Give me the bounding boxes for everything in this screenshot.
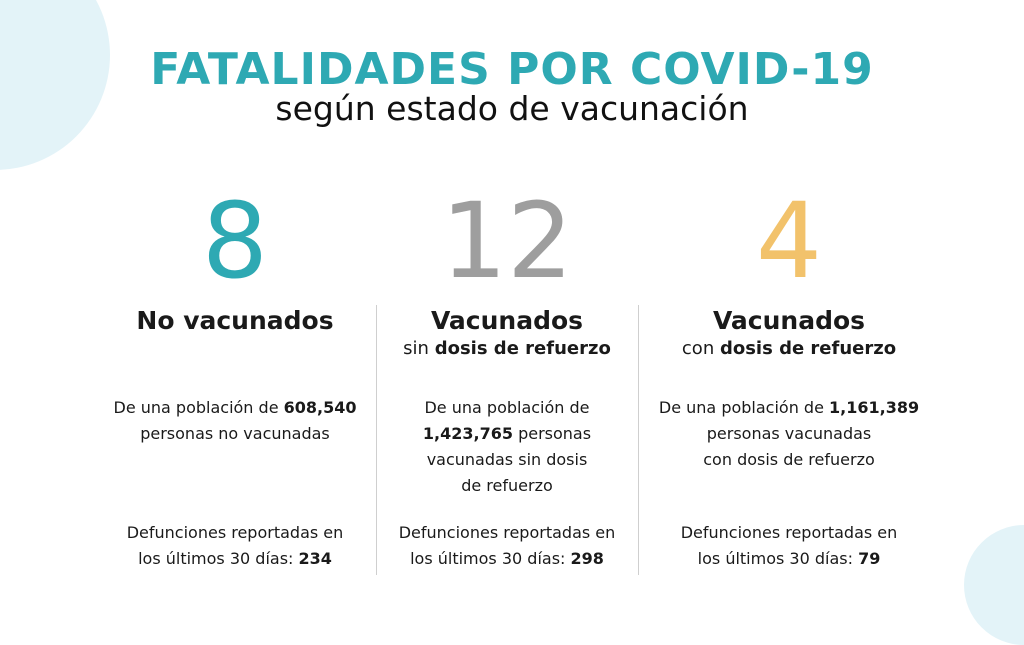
desc-suffix: personas [513, 424, 592, 443]
deaths-prefix: los últimos 30 días: [138, 549, 299, 568]
desc-line: personas vacunadas [706, 424, 872, 443]
group-unvaccinated [90, 180, 380, 337]
desc-line [90, 395, 380, 421]
deaths-prefix: los últimos 30 días: [410, 549, 571, 568]
subheading-bold: dosis de refuerzo [434, 338, 611, 359]
population-description [638, 395, 940, 473]
deaths-value: 79 [858, 549, 881, 568]
desc-line: De una población de [424, 398, 590, 417]
deaths-reported [638, 520, 940, 572]
population-value: 608,540 [283, 398, 357, 417]
desc-line: vacunadas sin dosis [426, 450, 588, 469]
deaths-line [638, 546, 940, 572]
death-count-number: 12 [440, 180, 574, 302]
subheading-bold: dosis de refuerzo [719, 338, 897, 359]
desc-line: de refuerzo [461, 476, 553, 495]
deaths-line: Defunciones reportadas en [398, 523, 616, 542]
group-heading: Vacunados [430, 306, 584, 335]
desc-prefix: De una población de [113, 398, 284, 417]
desc-prefix: De una población de [658, 398, 830, 417]
desc-line: personas no vacunadas [140, 424, 330, 443]
population-value: 1,161,389 [829, 398, 920, 417]
deaths-line: Defunciones reportadas en [680, 523, 898, 542]
group-vaccinated-no-booster [376, 180, 638, 361]
group-subheading [376, 337, 638, 361]
subheading-prefix: sin [403, 338, 435, 359]
deaths-reported [90, 520, 380, 572]
deaths-line: Defunciones reportadas en [126, 523, 344, 542]
population-description [376, 395, 638, 499]
subheading-prefix: con [681, 338, 720, 359]
group-vaccinated-booster [638, 180, 940, 361]
group-heading: Vacunados [712, 306, 866, 335]
population-description [90, 395, 380, 447]
infographic-subtitle: según estado de vacunación [275, 89, 749, 128]
deaths-value: 298 [570, 549, 604, 568]
group-subheading [638, 337, 940, 361]
deaths-reported [376, 520, 638, 572]
desc-line: con dosis de refuerzo [703, 450, 875, 469]
desc-line [376, 421, 638, 447]
deaths-line [376, 546, 638, 572]
death-count-number: 4 [755, 180, 823, 302]
group-heading: No vacunados [136, 306, 334, 335]
infographic-title: FATALIDADES POR COVID-19 [150, 44, 874, 95]
deaths-prefix: los últimos 30 días: [697, 549, 859, 568]
deaths-value: 234 [298, 549, 332, 568]
deaths-line [90, 546, 380, 572]
population-value: 1,423,765 [422, 424, 513, 443]
decorative-blob-right [964, 525, 1024, 645]
death-count-number: 8 [201, 180, 269, 302]
desc-line [638, 395, 940, 421]
